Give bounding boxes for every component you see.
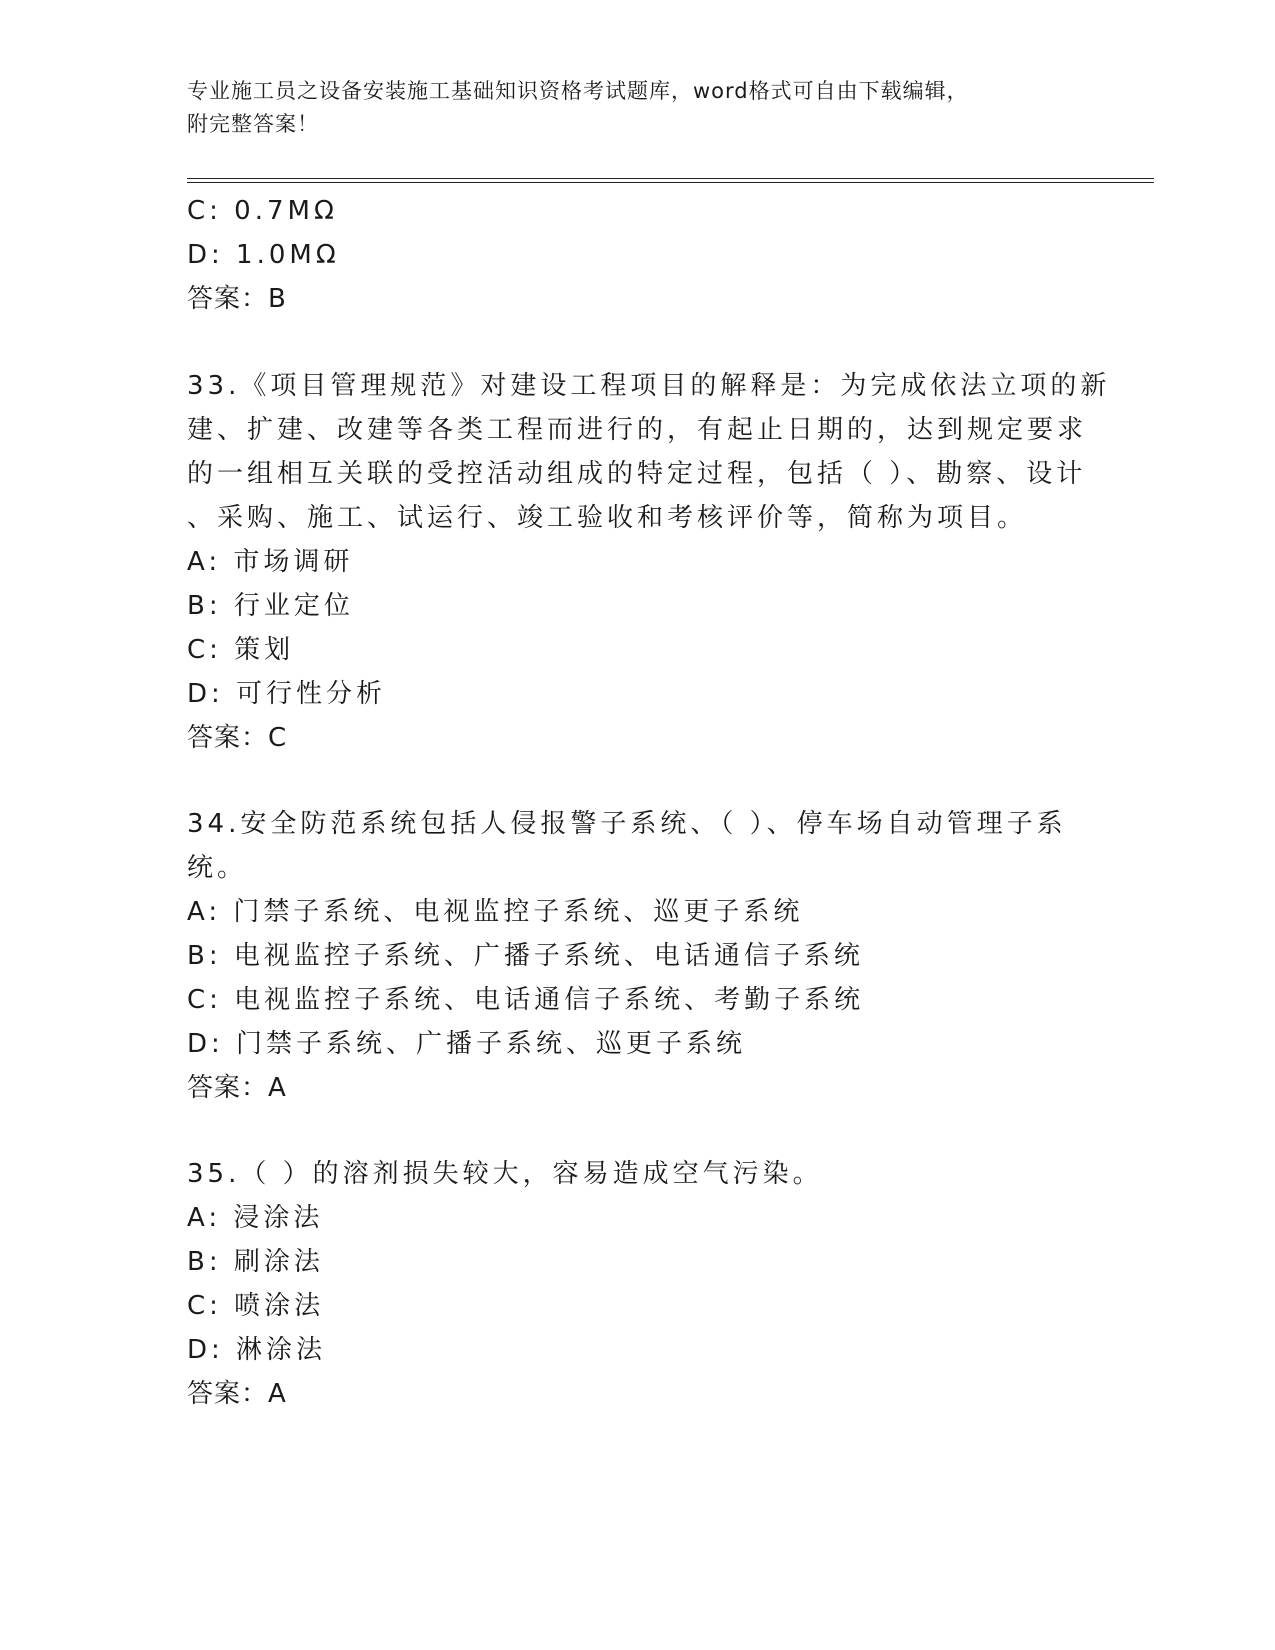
q34-answer: 答案：A — [187, 1073, 287, 1103]
prev-option-d: D: 1.0MΩ — [187, 240, 340, 270]
q35-option-a: A: 浸涂法 — [187, 1203, 324, 1233]
q34-text-line: 34.安全防范系统包括人侵报警子系统、（ ）、停车场自动管理子系 — [187, 809, 1067, 839]
q34-option-a: A: 门禁子系统、电视监控子系统、巡更子系统 — [187, 897, 804, 927]
q33-option-a: A: 市场调研 — [187, 547, 354, 577]
q35-text-line: 35.（ ）的溶剂损失较大，容易造成空气污染。 — [187, 1159, 823, 1189]
prev-option-c: C: 0.7MΩ — [187, 196, 338, 226]
q35-option-d: D: 淋涂法 — [187, 1335, 327, 1365]
q35-option-c: C: 喷涂法 — [187, 1291, 325, 1321]
q34-option-d: D: 门禁子系统、广播子系统、巡更子系统 — [187, 1029, 747, 1059]
q35-answer: 答案：A — [187, 1379, 287, 1409]
q33-text-line: 的一组相互关联的受控活动组成的特定过程，包括（ ）、勘察、设计 — [187, 459, 1087, 489]
q33-text-line: 33.《项目管理规范》对建设工程项目的解释是：为完成依法立项的新 — [187, 371, 1111, 401]
q33-answer: 答案：C — [187, 723, 288, 753]
q34-option-c: C: 电视监控子系统、电话通信子系统、考勤子系统 — [187, 985, 865, 1015]
q34-option-b: B: 电视监控子系统、广播子系统、电话通信子系统 — [187, 941, 864, 971]
page-header — [187, 75, 1087, 141]
q35-option-b: B: 刷涂法 — [187, 1247, 324, 1277]
q33-option-b: B: 行业定位 — [187, 591, 354, 621]
prev-answer: 答案：B — [187, 284, 287, 314]
q33-text-line: 建、扩建、改建等各类工程而进行的，有起止日期的，达到规定要求 — [187, 415, 1088, 445]
q34-text-line: 统。 — [187, 853, 248, 883]
q33-text-line: 、采购、施工、试运行、竣工验收和考核评价等，简称为项目。 — [187, 503, 1028, 533]
q33-option-d: D: 可行性分析 — [187, 679, 387, 709]
q33-option-c: C: 策划 — [187, 635, 295, 665]
header-line-2: 附完整答案！ — [187, 112, 319, 136]
header-line-1: 专业施工员之设备安装施工基础知识资格考试题库，word格式可自由下载编辑， — [187, 79, 969, 103]
header-divider — [187, 178, 1154, 183]
